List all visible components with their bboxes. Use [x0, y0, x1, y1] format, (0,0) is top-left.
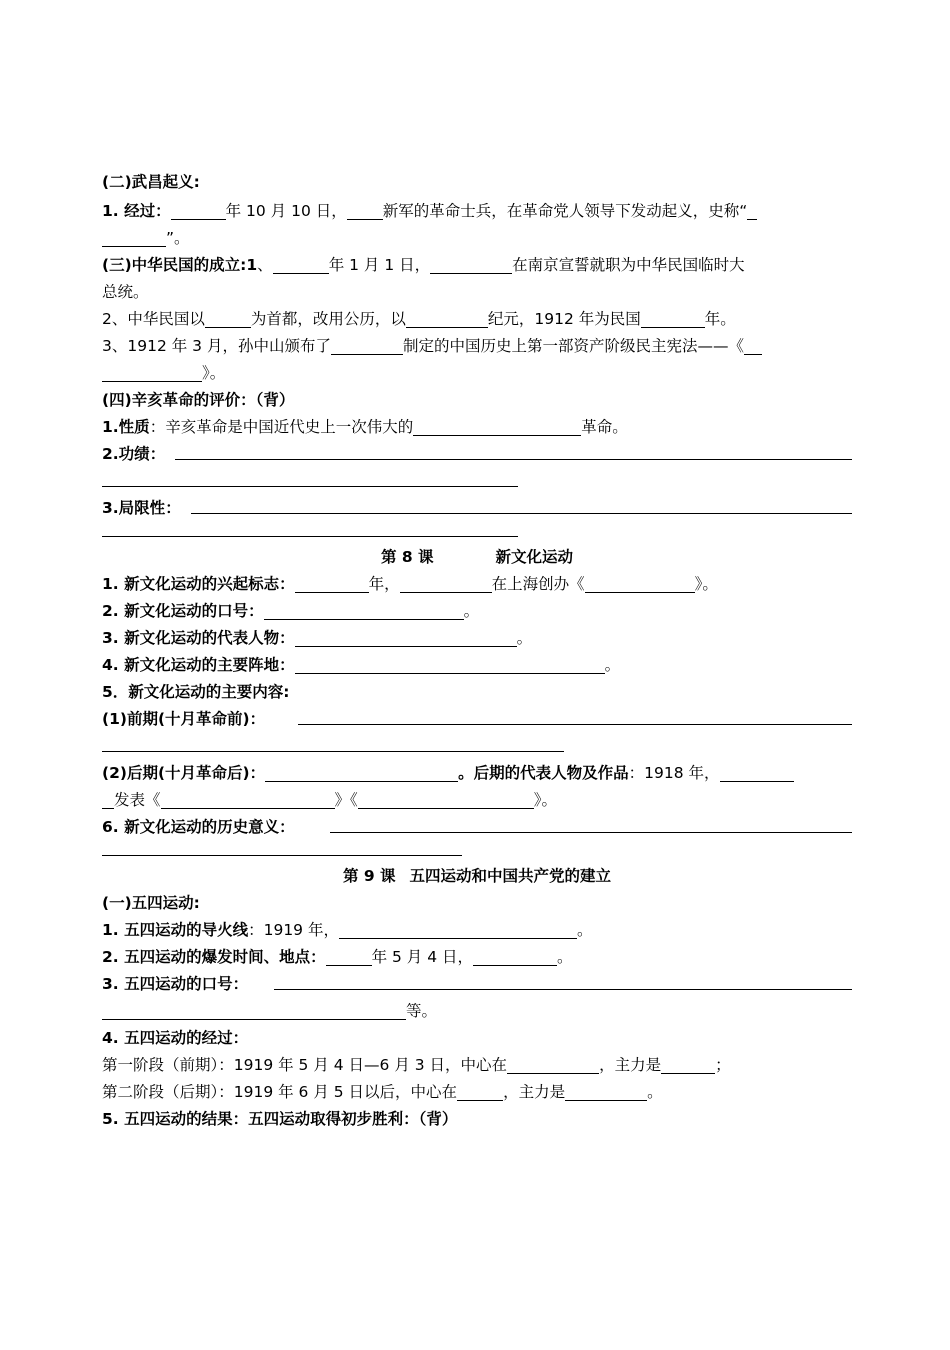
item-number: 4.	[102, 1029, 119, 1047]
l8-q6	[102, 814, 852, 841]
text: 在南京宣誓就职为中华民国临时大	[512, 256, 745, 274]
item-colon: ：	[149, 445, 166, 463]
fill-blank[interactable]	[171, 201, 226, 220]
question-text: 。后期的代表人物及作品	[458, 764, 629, 782]
lesson-8-title	[102, 544, 852, 571]
question-text: 新文化运动的兴起标志：	[118, 575, 295, 593]
fill-blank[interactable]	[295, 574, 369, 593]
item-number: 1	[246, 256, 258, 274]
l8-q4	[102, 652, 852, 679]
wuchang-line-2	[102, 225, 852, 252]
item-number: 1.	[102, 575, 119, 593]
item-number: 4.	[102, 656, 119, 674]
answer-line[interactable]	[102, 468, 518, 487]
text: 年，	[368, 575, 400, 593]
fill-blank[interactable]	[295, 628, 517, 647]
evaluation-limit	[102, 495, 852, 522]
item-colon: ：	[165, 499, 181, 517]
text: ：1918 年，	[628, 764, 720, 782]
answer-line[interactable]	[191, 495, 852, 514]
fill-blank[interactable]	[473, 947, 557, 966]
item-number: 1.	[102, 921, 119, 939]
text: ”。	[166, 229, 190, 247]
roc-line-2: 总统。	[102, 283, 149, 301]
answer-line[interactable]	[274, 971, 852, 990]
fill-blank[interactable]	[565, 1082, 647, 1101]
item-number: 2.	[102, 602, 119, 620]
l9-q4	[102, 1025, 852, 1052]
question-text: 五四运动的爆发时间、地点：	[118, 948, 326, 966]
l8-q5-early-cont	[102, 733, 852, 760]
l9-q3-cont	[102, 998, 852, 1025]
question-text: (1)前期(十月革命前)：	[102, 710, 266, 728]
l8-q3	[102, 625, 852, 652]
section-heading-evaluation: (四)辛亥革命的评价：（背）	[102, 391, 295, 409]
roc-line-4	[102, 333, 852, 360]
item-number: 5.	[102, 1110, 119, 1128]
answer-line[interactable]	[102, 522, 518, 537]
answer-line[interactable]	[102, 733, 564, 752]
fill-blank[interactable]	[400, 574, 492, 593]
text: 等。	[406, 1002, 438, 1020]
text: 年 5 月 4 日，	[371, 948, 474, 966]
l8-q6-cont	[102, 841, 852, 863]
roc-line-1	[102, 252, 852, 279]
l8-q5-late-cont	[102, 787, 852, 814]
l8-q2	[102, 598, 852, 625]
evaluation-merit-cont	[102, 468, 852, 495]
evaluation-merit	[102, 441, 852, 468]
text: 2、中华民国以	[102, 310, 205, 328]
text: ：1919 年，	[248, 921, 339, 939]
fill-blank[interactable]	[507, 1055, 599, 1074]
fill-blank[interactable]	[326, 947, 372, 966]
fill-blank[interactable]	[295, 655, 605, 674]
lesson-number: 第 9 课	[342, 867, 396, 885]
item-number: 1.	[102, 202, 119, 220]
text: 。	[516, 629, 533, 647]
text: 在上海创办《	[491, 575, 585, 593]
question-text: 五四运动的导火线	[118, 921, 249, 939]
text: 年。	[704, 310, 736, 328]
roc-line-5	[102, 360, 852, 387]
text: 纪元，1912 年为民国	[487, 310, 641, 328]
l8-q5-late	[102, 760, 852, 787]
text: 。	[463, 602, 480, 620]
question-text: (2)后期(十月革命后)：	[102, 764, 266, 782]
text: 3、1912 年 3 月，孙中山颁布了	[102, 337, 331, 355]
question-text: 五四运动的经过：	[118, 1029, 249, 1047]
fill-blank[interactable]	[747, 201, 757, 220]
l8-q1	[102, 571, 852, 598]
text: ，主力是	[503, 1083, 566, 1101]
fill-blank[interactable]	[347, 201, 383, 220]
fill-blank[interactable]	[205, 309, 251, 328]
text: 、	[257, 256, 273, 274]
fill-blank[interactable]	[641, 309, 705, 328]
lesson-9-title	[102, 863, 852, 890]
item-label: 经过：	[118, 202, 171, 220]
lesson-name: 新文化运动	[495, 548, 574, 566]
fill-blank[interactable]	[406, 309, 488, 328]
text: 制定的中国历史上第一部资产阶级民主宪法——《	[402, 337, 744, 355]
item-number: 2.	[102, 948, 119, 966]
fill-blank[interactable]	[265, 763, 458, 782]
fill-blank[interactable]	[585, 574, 695, 593]
l9-q4-phase-1	[102, 1052, 852, 1079]
text: 。	[647, 1083, 663, 1101]
text: 》。	[694, 575, 718, 593]
text: ；	[715, 1056, 731, 1074]
question-text: 新文化运动的代表人物：	[118, 629, 295, 647]
worksheet	[102, 171, 852, 1133]
fill-blank[interactable]	[339, 920, 577, 939]
l9-q2	[102, 944, 852, 971]
text: 。	[604, 656, 621, 674]
fill-blank[interactable]	[358, 790, 534, 809]
l8-q5-early	[102, 706, 852, 733]
wuchang-line-1	[102, 198, 852, 225]
section-heading-roc: (三)中华民国的成立:	[102, 256, 247, 274]
l9-q5	[102, 1106, 852, 1133]
item-number: 3.	[102, 629, 119, 647]
lesson-number: 第 8 课	[380, 548, 434, 566]
text: 年 1 月 1 日，	[328, 256, 431, 274]
fill-blank[interactable]	[661, 1055, 715, 1074]
question-text: 五四运动的口号：	[118, 975, 249, 993]
fill-blank[interactable]	[102, 1001, 406, 1020]
question-text: 新文化运动的主要阵地：	[118, 656, 295, 674]
text: 年 10 月 10 日，	[225, 202, 347, 220]
l9-q3	[102, 971, 852, 998]
question-text: 新文化运动的历史意义：	[118, 818, 295, 836]
l9-q1	[102, 917, 852, 944]
fill-blank[interactable]	[720, 763, 794, 782]
section-heading-wuchang: (二)武昌起义:	[102, 173, 200, 191]
l8-q5	[102, 679, 852, 706]
question-text: 新文化运动的口号：	[118, 602, 264, 620]
section-heading-may-fourth: (一)五四运动:	[102, 894, 200, 912]
roc-line-3	[102, 306, 852, 333]
fill-blank[interactable]	[331, 336, 403, 355]
answer-line[interactable]	[330, 814, 852, 833]
text: 为首都，改用公历，以	[250, 310, 406, 328]
text: 。	[576, 921, 593, 939]
text: 》。	[533, 791, 558, 809]
item-label: 1.性质	[102, 418, 150, 436]
fill-blank[interactable]	[457, 1082, 503, 1101]
fill-blank[interactable]	[102, 790, 114, 809]
fill-blank[interactable]	[413, 417, 581, 436]
fill-blank[interactable]	[273, 255, 329, 274]
question-text: ．新文化运动的主要内容:	[112, 683, 290, 701]
fill-blank[interactable]	[161, 790, 335, 809]
text: 》《	[334, 791, 358, 809]
l9-q4-phase-2	[102, 1079, 852, 1106]
evaluation-limit-cont	[102, 522, 852, 544]
text: ：辛亥革命是中国近代史上一次伟大的	[149, 418, 414, 436]
item-number: 3.	[102, 975, 119, 993]
lesson-name: 五四运动和中国共产党的建立	[409, 867, 612, 885]
text: 。	[557, 948, 573, 966]
text: 》。	[202, 364, 226, 382]
text: ，主力是	[599, 1056, 662, 1074]
answer-line[interactable]	[175, 441, 852, 460]
text: 第二阶段（后期）：1919 年 6 月 5 日以后，中心在	[102, 1083, 458, 1101]
fill-blank[interactable]	[744, 336, 762, 355]
fill-blank[interactable]	[264, 601, 464, 620]
text: 第一阶段（前期）：1919 年 5 月 4 日—6 月 3 日，中心在	[102, 1056, 508, 1074]
text: 革命。	[581, 418, 628, 436]
fill-blank[interactable]	[430, 255, 512, 274]
item-number: 5	[102, 683, 113, 701]
item-number: 6.	[102, 818, 119, 836]
question-text: 五四运动的结果：五四运动取得初步胜利：（背）	[118, 1110, 458, 1128]
item-label: 2.功绩	[102, 445, 150, 463]
answer-line[interactable]	[102, 841, 462, 856]
text: 新军的革命士兵，在革命党人领导下发动起义，史称“	[382, 202, 748, 220]
fill-blank[interactable]	[102, 228, 166, 247]
text: 发表《	[114, 791, 161, 809]
fill-blank[interactable]	[102, 363, 202, 382]
evaluation-nature	[102, 414, 852, 441]
answer-line[interactable]	[298, 706, 852, 725]
item-label: 3.局限性	[102, 499, 166, 517]
